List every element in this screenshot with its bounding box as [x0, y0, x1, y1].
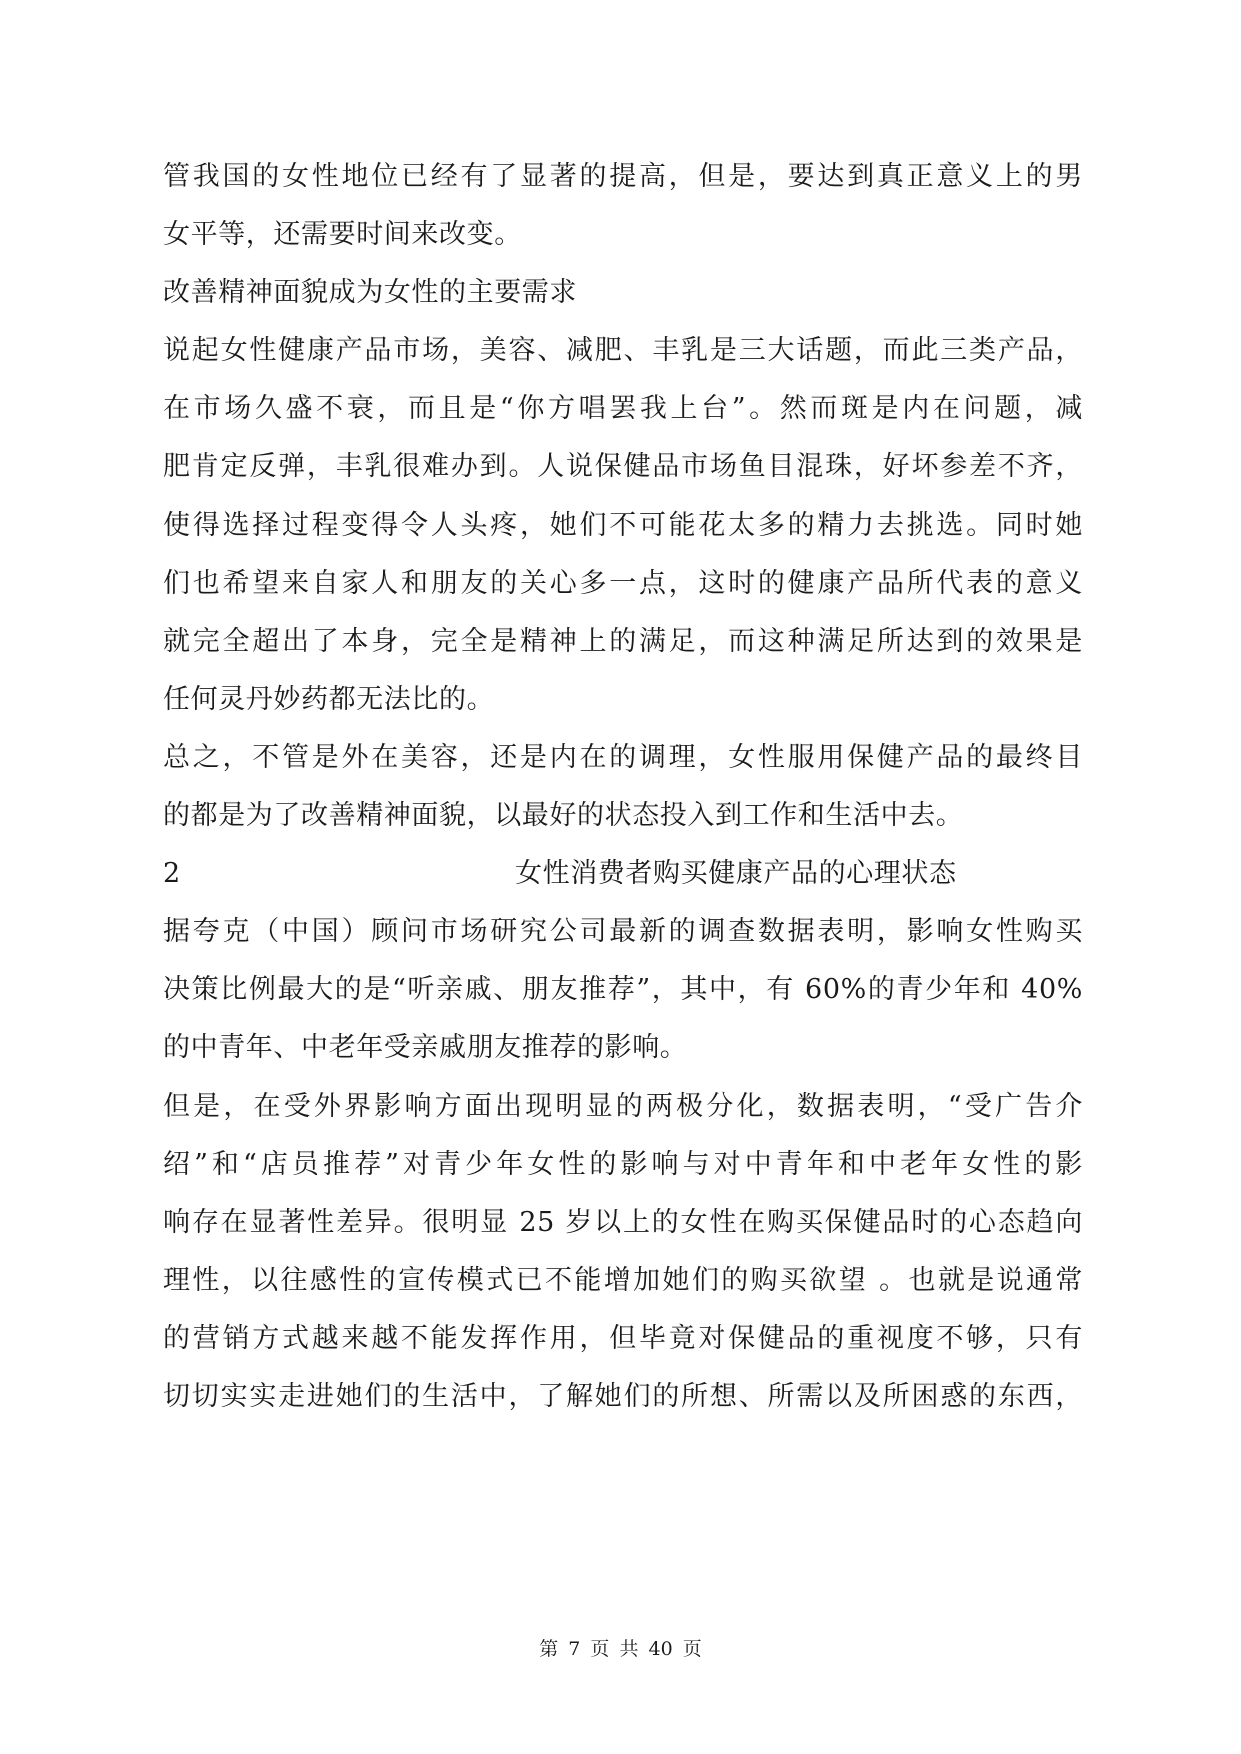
text-line: 理性，以往感性的宣传模式已不能增加她们的购买欲望 。也就是说通常: [163, 1264, 1083, 1296]
text-line: 响存在显著性差异。很明显 25 岁以上的女性在购买保健品时的心态趋向: [163, 1206, 1083, 1238]
page-footer: 第 7 页 共 40 页: [539, 1638, 702, 1660]
text-line: 就完全超出了本身，完全是精神上的满足，而这种满足所达到的效果是: [163, 625, 1083, 657]
text-line: 决策比例最大的是“听亲戚、朋友推荐”，其中，有 60%的青少年和 40%: [163, 974, 1083, 1006]
text-line: 们也希望来自家人和朋友的关心多一点，这时的健康产品所代表的意义: [163, 567, 1083, 599]
text-line: 的中青年、中老年受亲戚朋友推荐的影响。: [163, 1032, 688, 1064]
text-line: 使得选择过程变得令人头疼，她们不可能花太多的精力去挑选。同时她: [163, 509, 1083, 541]
section-number: 2: [163, 858, 181, 890]
text-line: 女平等，还需要时间来改变。: [163, 219, 522, 251]
text-line: 管我国的女性地位已经有了显著的提高，但是，要达到真正意义上的男: [163, 161, 1083, 192]
text-line: 据夸克（中国）顾问市场研究公司最新的调查数据表明，影响女性购买: [163, 916, 1083, 948]
text-line: 肥肯定反弹，丰乳很难办到。人说保健品市场鱼目混珠，好坏参差不齐，: [163, 451, 1083, 483]
paragraph-block-2: [163, 903, 1083, 1426]
text-line: 任何灵丹妙药都无法比的。: [163, 683, 495, 715]
section-title: 女性消费者购买健康产品的心理状态: [515, 858, 957, 890]
text-line: 总之，不管是外在美容，还是内在的调理，女性服用保健产品的最终目: [163, 741, 1083, 773]
text-line: 的都是为了改善精神面貌，以最好的状态投入到工作和生活中去。: [163, 800, 964, 832]
section-heading: [163, 845, 1083, 903]
text-line: 切切实实走进她们的生活中，了解她们的所想、所需以及所困惑的东西，: [163, 1380, 1083, 1412]
text-line: 说起女性健康产品市场，美容、减肥、丰乳是三大话题，而此三类产品，: [163, 335, 1083, 367]
text-line: 在市场久盛不衰，而且是“你方唱罢我上台”。然而斑是内在问题，减: [163, 393, 1083, 425]
text-line: 但是，在受外界影响方面出现明显的两极分化，数据表明，“受广告介: [163, 1090, 1083, 1122]
text-line: 绍”和“店员推荐”对青少年女性的影响与对中青年和中老年女性的影: [163, 1148, 1083, 1180]
text-line: 的营销方式越来越不能发挥作用，但毕竟对保健品的重视度不够，只有: [163, 1322, 1083, 1354]
text-line: 改善精神面貌成为女性的主要需求: [163, 277, 577, 309]
body-text: [163, 148, 1083, 1426]
paragraph-block-1: [163, 148, 1083, 845]
